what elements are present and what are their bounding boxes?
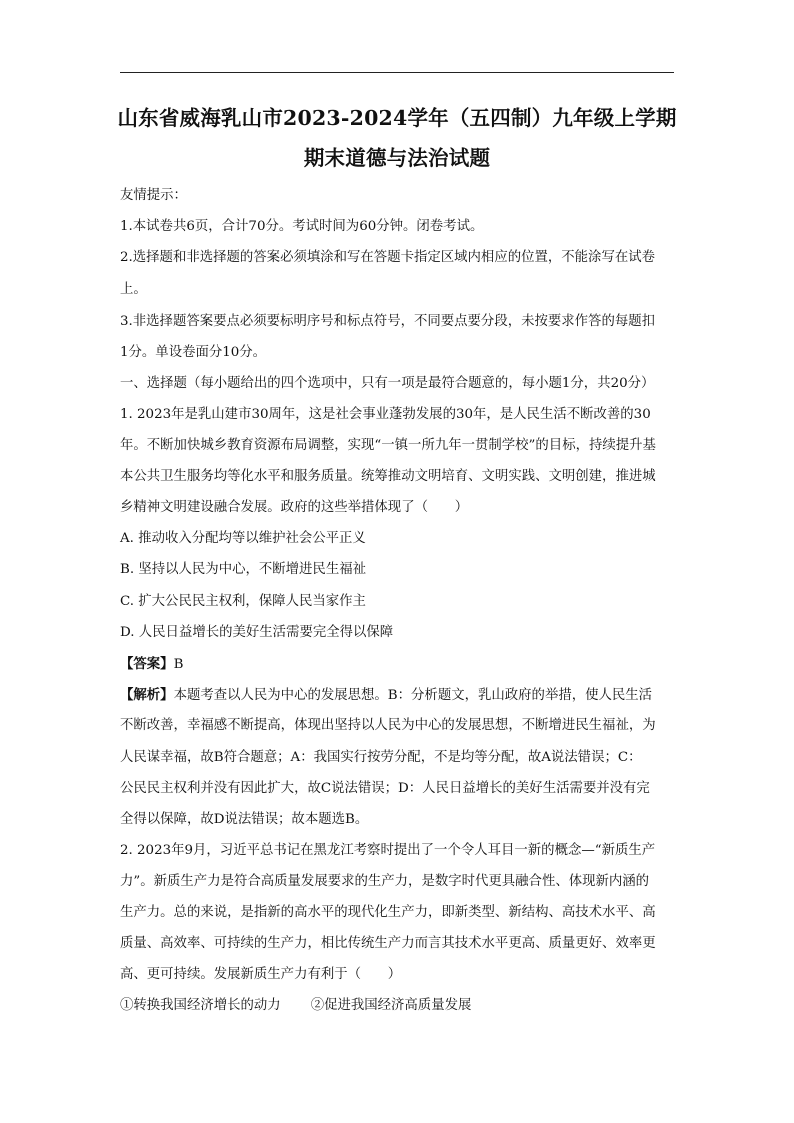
analysis-tag: 【解析】 [120, 687, 174, 703]
tip-3-line2: 1分。单设卷面分10分。 [120, 345, 267, 360]
option-a: A. 推动收入分配均等以维护社会公平正义 [120, 531, 366, 546]
answer-line [120, 655, 183, 674]
option-c: C. 扩大公民民主权利，保障人民当家作主 [120, 594, 366, 609]
document-title-line2: 期末道德与法治试题 [303, 146, 491, 170]
header-rule [120, 72, 674, 73]
question-2-line5: 高、更可持续。发展新质生产力有利于（ ） [120, 967, 402, 982]
choice-2: ②促进我国经济高质量发展 [310, 998, 472, 1013]
analysis-line2: 不断改善，幸福感不断提高，体现出坚持以人民为中心的发展思想，不断增进民生福祉，为 [120, 718, 656, 733]
question-2-line4: 质量、高效率、可持续的生产力，相比传统生产力而言其技术水平更高、质量更好、效率更 [120, 936, 656, 951]
answer-value: B [173, 657, 184, 672]
question-2-choices [120, 997, 471, 1015]
choice-1: ①转换我国经济增长的动力 [120, 998, 281, 1013]
tip-3-line1: 3.非选择题答案要点必须要标明序号和标点符号，不同要点要分段，未按要求作答的每题扣 [120, 314, 656, 329]
tips-label: 友情提示： [120, 188, 187, 203]
analysis-line4: 公民民主权利并没有因此扩大，故C说法错误；D：人民日益增长的美好生活需要并没有完 [120, 781, 650, 796]
question-2-line2: 力”。新质生产力是符合高质量发展要求的生产力，是数字时代更具融合性、体现新内涵的 [120, 874, 650, 889]
question-1-line1: 1. 2023年是乳山建市30周年，这是社会事业蓬勃发展的30年，是人民生活不断改善的30 [120, 407, 651, 422]
question-2-line3: 生产力。总的来说，是指新的高水平的现代化生产力，即新类型、新结构、高技术水平、高 [120, 905, 656, 920]
tip-2-line1: 2.选择题和非选择题的答案必须填涂和写在答题卡指定区域内相应的位置，不能涂写在试卷 [120, 250, 656, 265]
analysis-line3: 人民谋幸福，故B符合题意；A：我国实行按劳分配，不是均等分配，故A说法错误；C： [120, 750, 642, 765]
answer-tag: 【答案】 [120, 656, 174, 672]
document-title-line1: 山东省威海乳山市2023-2024学年（五四制）九年级上学期 [117, 106, 677, 130]
question-1-line3: 本公共卫生服务均等化水平和服务质量。统筹推动文明培育、文明实践、文明创建，推进城 [120, 469, 656, 484]
question-1-line4: 乡精神文明建设融合发展。政府的这些举措体现了（ ） [120, 500, 469, 515]
question-2-line1: 2. 2023年9月，习近平总书记在黑龙江考察时提出了一个令人耳目一新的概念—“新质生产 [120, 843, 656, 858]
section-heading: 一、选择题（每小题给出的四个选项中，只有一项是最符合题意的，每小题1分，共20分） [120, 376, 655, 391]
analysis-line5: 全得以保障，故D说法错误；故本题选B。 [120, 812, 369, 827]
analysis-line1 [120, 686, 652, 705]
option-b: B. 坚持以人民为中心，不断增进民生福祉 [120, 562, 366, 577]
tip-2-line2: 上。 [120, 282, 147, 297]
analysis-text: 本题考查以人民为中心的发展思想。B：分析题文，乳山政府的举措，使人民生活 [173, 688, 653, 703]
option-d: D. 人民日益增长的美好生活需要完全得以保障 [120, 625, 394, 640]
question-1-line2: 年。不断加快城乡教育资源布局调整，实现“一镇一所九年一贯制学校”的目标，持续提升基 [120, 438, 656, 453]
tip-1: 1.本试卷共6页，合计70分。考试时间为60分钟。闭卷考试。 [120, 219, 484, 234]
